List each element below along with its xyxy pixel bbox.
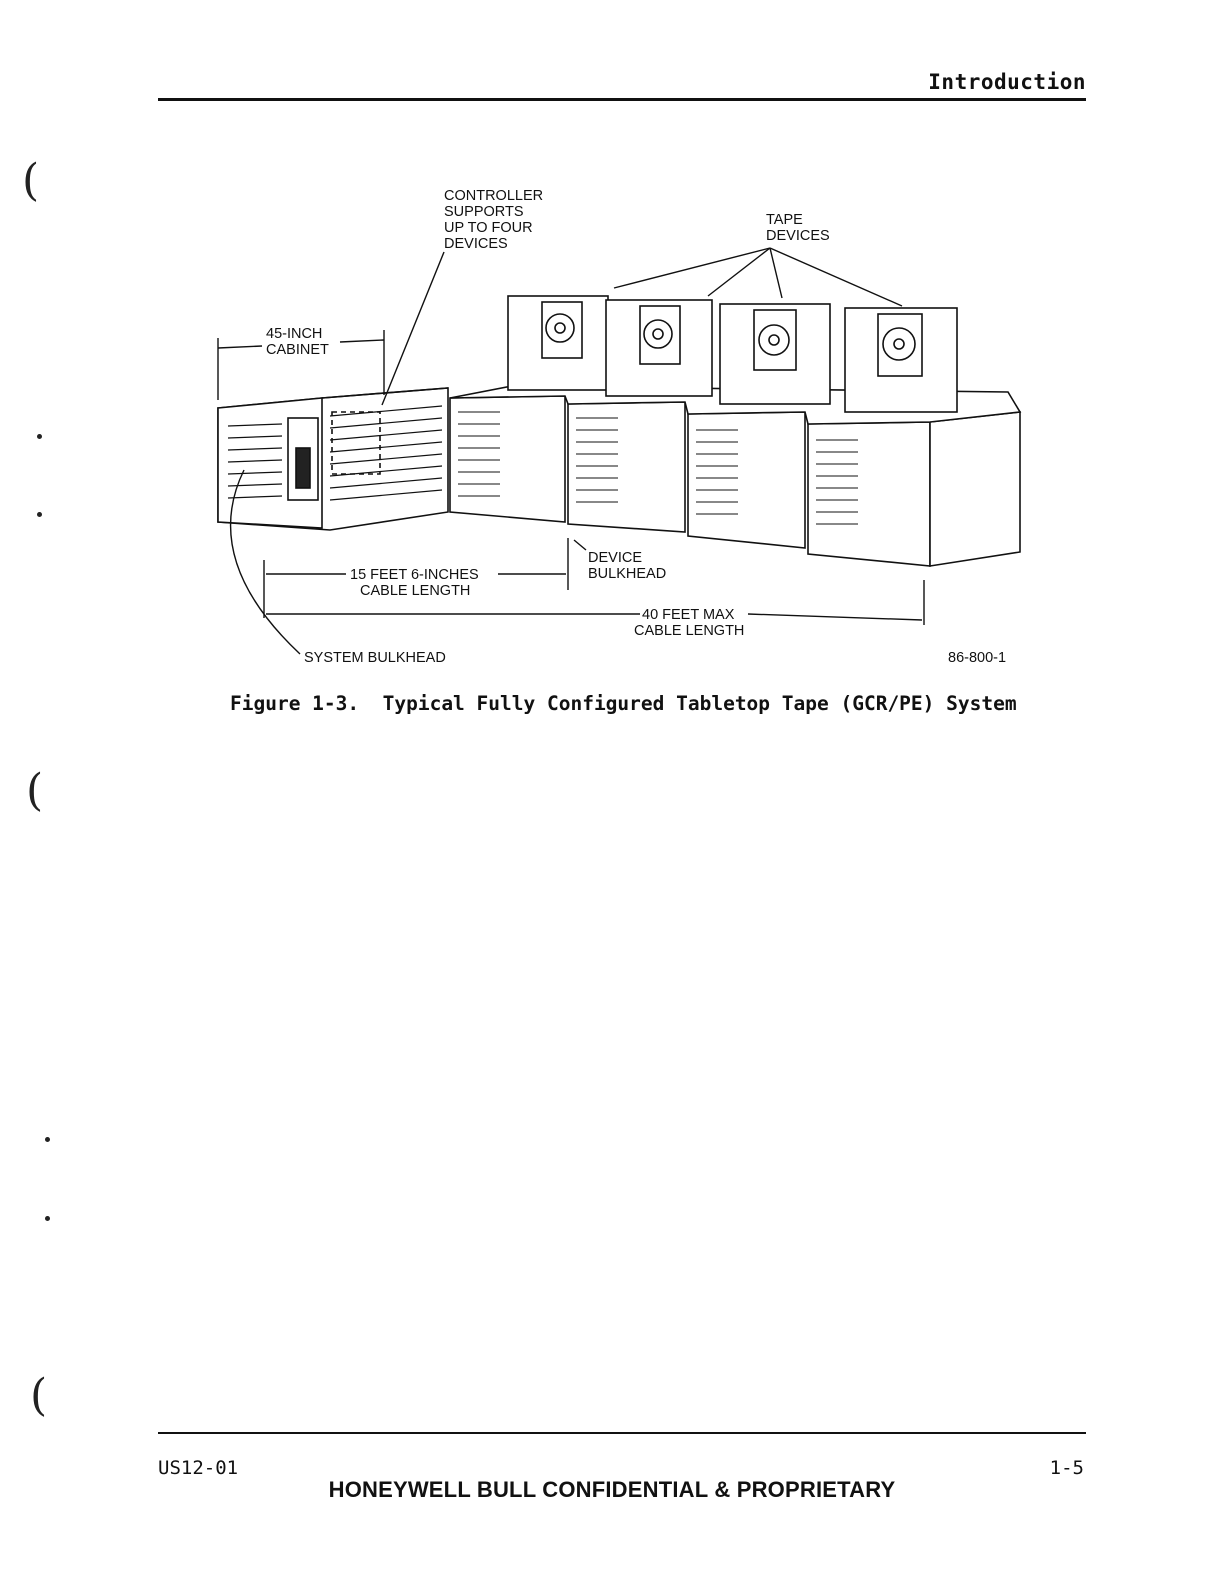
binder-mark-top: (: [22, 155, 40, 206]
margin-dot: [45, 1216, 50, 1221]
system-bulkhead-label: SYSTEM BULKHEAD: [304, 650, 446, 666]
cable-15-label: 15 FEET 6-INCHES CABLE LENGTH: [350, 567, 479, 599]
figure-caption: Figure 1-3. Typical Fully Configured Tabletop Tape (GCR/PE) System: [230, 692, 1017, 715]
margin-dot: [37, 434, 42, 439]
cable-40-label: 40 FEET MAX CABLE LENGTH: [634, 607, 745, 639]
page-number: 1-5: [1049, 1457, 1084, 1479]
header-rule: [158, 98, 1086, 101]
tape-system-figure: [200, 180, 1040, 680]
binder-mark-middle: (: [26, 765, 44, 816]
cabinet-label: 45-INCH CABINET: [266, 326, 329, 358]
figure-number: 86-800-1: [948, 650, 1007, 666]
document-id: US12-01: [158, 1457, 239, 1479]
margin-dot: [45, 1137, 50, 1142]
controller-label: CONTROLLER SUPPORTS UP TO FOUR DEVICES: [444, 188, 544, 252]
footer-rule: [158, 1432, 1086, 1434]
margin-dot: [37, 512, 42, 517]
device-bulkhead-label: DEVICE BULKHEAD: [588, 550, 667, 582]
figure-drawing: [218, 248, 1020, 654]
tape-devices-label: TAPE DEVICES: [766, 212, 830, 244]
confidentiality-notice: HONEYWELL BULL CONFIDENTIAL & PROPRIETARY: [328, 1477, 896, 1502]
section-title: Introduction: [928, 70, 1086, 94]
binder-mark-bottom: (: [30, 1370, 48, 1421]
tape-base-cabinets: [450, 386, 1020, 566]
